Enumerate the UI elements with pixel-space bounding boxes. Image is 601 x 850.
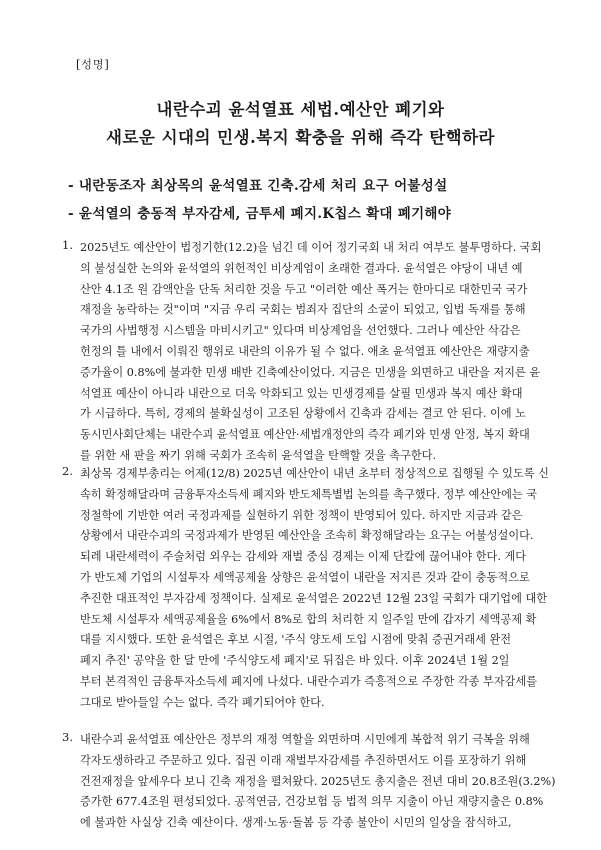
paragraph-line: 에 불과한 사실상 긴축 예산이다. 생계·노동·돌봄 등 각종 불안이 시민의 일상을 잠식하고, (80, 816, 512, 830)
paragraph-line: 각자도생하라고 주문하고 있다. 집권 이래 재벌부자감세를 추진하면서도 이를 포장하기 위해 (80, 753, 527, 767)
document-tag: [성명] (76, 58, 110, 71)
paragraph-line: 정철학에 기반한 여러 국정과제를 실현하기 위한 정책이 반영되어 있다. 하지만 지금과 같은 (80, 508, 523, 522)
paragraph-line: 가 시급하다. 특히, 경제의 불확실성이 고조된 상황에서 긴축과 감세는 결코 안 된다. 이에 노 (80, 407, 526, 421)
paragraph-line: 헌정의 틀 내에서 이뤄진 행위로 내란의 이유가 될 수 없다. 애초 윤석열표 예산안은 재량지출 (80, 344, 530, 358)
paragraph-line: 추진한 대표적인 부자감세 정책이다. 실제로 윤석열은 2022년 12월 23일 국회가 대기업에 대한 (80, 591, 548, 605)
paragraph-line: 상황에서 내란수괴의 국정과제가 반영된 예산안을 조속히 확정해달라는 요구는 어불성설이다. (80, 529, 534, 543)
paragraph-line: 반도체 시설투자 세액공제율을 6%에서 8%로 합의 처리한 지 일주일 만에 갑자기 세액공제 확 (80, 612, 537, 626)
paragraph-line: 부터 본격적인 금융투자소득세 폐지에 나섰다. 내란수괴가 즉흥적으로 주장한 각종 부자감세를 (80, 674, 538, 688)
paragraph-line: 를 위한 새 판을 짜기 위해 국회가 조속히 윤석열을 탄핵할 것을 촉구한다. (80, 448, 437, 462)
subtitle-2: - 윤석열의 충동적 부자감세, 금투세 폐지.K칩스 확대 폐기해야 (68, 206, 452, 222)
paragraph-line: 폐지 추진' 공약을 한 달 만에 '주식양도세 폐지'로 뒤집은 바 있다. 이후 2024년 1월 2일 (80, 654, 510, 668)
paragraph-line: 내란수괴 윤석열표 예산안은 정부의 재정 역할을 외면하며 시민에게 복합적 위기 극복을 위해 (80, 733, 530, 746)
title-line-1: 내란수괴 윤석열표 세법.예산안 폐기와 (156, 100, 445, 119)
paragraph-line: 동시민사회단체는 내란수괴 윤석열표 예산안·세법개정안의 즉각 폐기와 민생 안정, 복지 확대 (80, 428, 530, 442)
paragraph-line: 증가율이 0.8%에 불과한 민생 배반 긴축예산이었다. 지금은 민생을 외면하고 내란을 저지른 윤 (80, 365, 541, 379)
paragraph-line: 석열표 예산이 아니라 내란으로 더욱 악화되고 있는 민생경제를 살필 민생과 복지 예산 확대 (80, 386, 523, 400)
subtitle-1: - 내란동조자 최상목의 윤석열표 긴축.감세 처리 요구 어불성설 (68, 178, 448, 194)
paragraph-line: 2025년도 예산안이 법정기한(12.2)을 넘긴 데 이어 정기국회 내 처리 여부도 불투명하다. 국회 (80, 241, 542, 254)
paragraph-line: 그대로 받아들일 수는 없다. 즉각 폐기되어야 한다. (80, 695, 325, 709)
paragraph-line: 증가한 677.4조원 편성되었다. 공적연금, 건강보험 등 법적 의무 지출이 아닌 재량지출은 0.8% (80, 795, 544, 809)
title-line-2: 새로운 시대의 민생.복지 확충을 위해 즉각 탄핵하라 (106, 128, 495, 147)
paragraph-line: 건전재정을 앞세우다 보니 긴축 재정을 펼쳐왔다. 2025년도 총지출은 전년 대비 20.8조원(3.2%) (80, 774, 556, 788)
paragraph-number: 1. (62, 238, 73, 252)
paragraph-line: 대를 지시했다. 또한 윤석열은 후보 시절, '주식 양도세 도입 시점에 맞춰 증권거래세 완전 (80, 633, 512, 647)
paragraph-number: 2. (62, 464, 73, 478)
paragraph-line: 국가의 사법행정 시스템을 마비시키고" 있다며 비상계엄을 선언했다. 그러나 예산안 삭감은 (80, 324, 521, 338)
paragraph-line: 산안 4.1조 원 감액안을 단독 처리한 것을 두고 "이러한 예산 폭거는 한마디로 대한민국 국가 (80, 282, 528, 296)
paragraph-line: 속히 확정해달라며 금융투자소득세 폐지와 반도체특별법 논의를 촉구했다. 정부 예산안에는 국 (80, 487, 538, 501)
paragraph-number: 3. (62, 730, 73, 744)
paragraph-line: 의 불성실한 논의와 윤석열의 위헌적인 비상계엄이 초래한 결과다. 윤석열은 야당이 내년 예 (80, 261, 523, 275)
paragraph-line: 재정을 농락하는 것"이며 "지금 우리 국회는 범죄자 집단의 소굴이 되었고, 입법 독재를 통해 (80, 303, 526, 317)
paragraph-line: 가 반도체 기업의 시설투자 세액공제율 상향은 윤석열이 내란을 저지른 것과 같이 충동적으로 (80, 570, 530, 584)
paragraph-line: 되레 내란세력이 주술처럼 외우는 감세와 재벌 중심 경제는 이제 단칼에 끊어내야 한다. 게다 (80, 550, 527, 564)
paragraph-line: 최상목 경제부총리는 어제(12/8) 2025년 예산안이 내년 초부터 정상적으로 집행될 수 있도록 신 (80, 467, 549, 480)
